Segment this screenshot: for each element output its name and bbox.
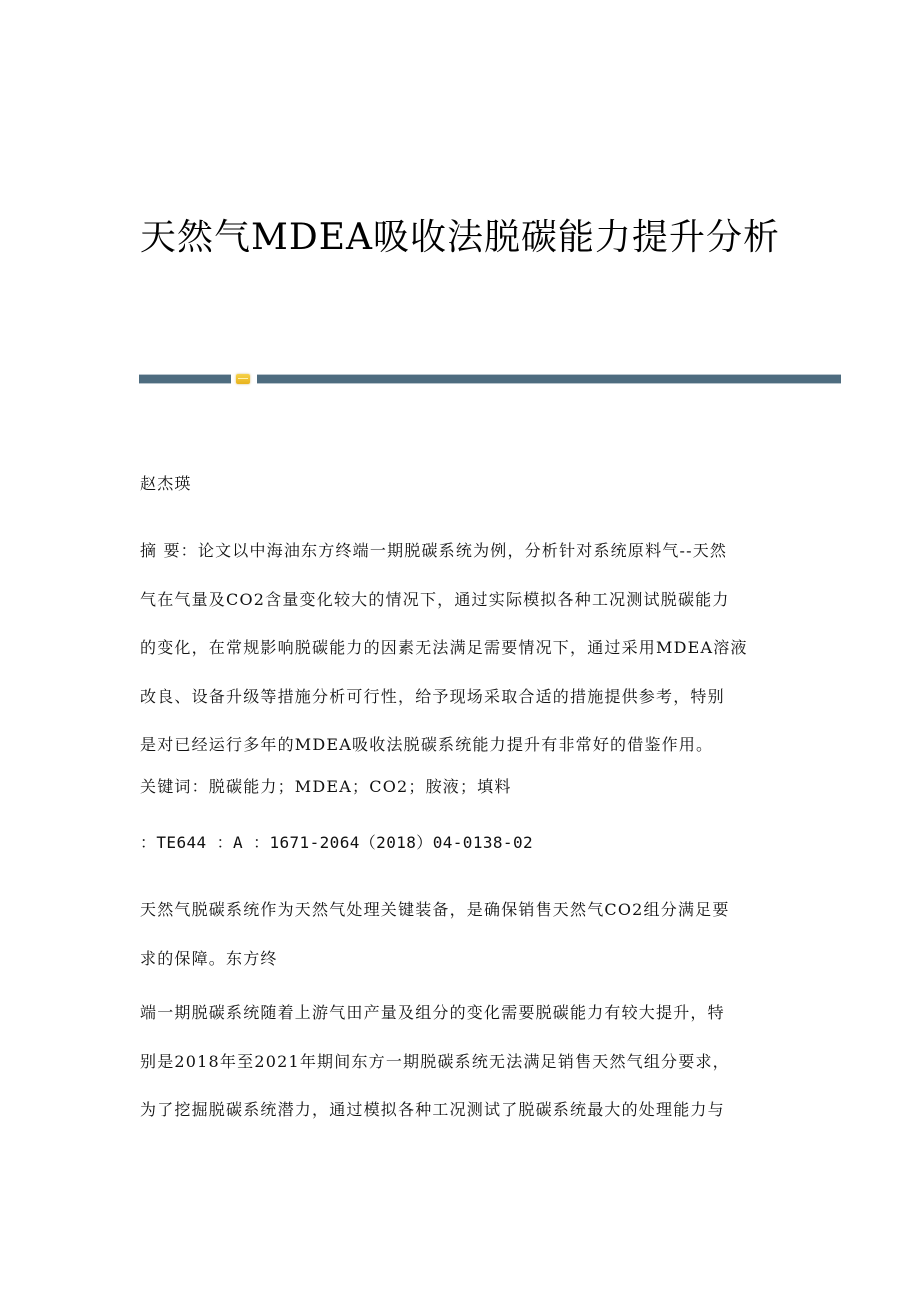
abstract-line: 改良、设备升级等措施分析可行性，给予现场采取合适的措施提供参考，特别 [140, 686, 725, 706]
abstract-line: 气在气量及CO2含量变化较大的情况下，通过实际模拟各种工况测试脱碳能力 [140, 589, 730, 609]
paragraph-line: 求的保障。东方终 [140, 948, 278, 968]
paragraph-line: 为了挖掘脱碳系统潜力，通过模拟各种工况测试了脱碳系统最大的处理能力与 [140, 1100, 725, 1119]
keywords: 关键词：脱碳能力；MDEA；CO2；胺液；填料 [140, 777, 512, 796]
divider-bar-left [139, 375, 231, 383]
abstract [140, 527, 780, 770]
divider-bar-right [257, 375, 841, 383]
paragraph-line: 天然气脱碳系统作为天然气处理关键装备，是确保销售天然气CO2组分满足要 [140, 900, 730, 919]
divider-ornament-icon [236, 374, 250, 384]
abstract-line: 摘 要：论文以中海油东方终端一期脱碳系统为例，分析针对系统原料气--天然 [140, 541, 728, 560]
author-name: 赵杰瑛 [140, 474, 192, 493]
body-paragraph [140, 886, 780, 983]
paragraph-line: 别是2018年至2021年期间东方一期脱碳系统无法满足销售天然气组分要求， [140, 1051, 730, 1071]
classification-info: ：TE644 ：A ：1671-2064（2018）04-0138-02 [140, 833, 534, 852]
page-title: 天然气MDEA吸收法脱碳能力提升分析 [139, 217, 780, 259]
paragraph-line: 端一期脱碳系统随着上游气田产量及组分的变化需要脱碳能力有较大提升，特 [140, 1003, 725, 1022]
body-paragraph [140, 989, 780, 1135]
title-divider [139, 374, 841, 384]
abstract-line: 的变化，在常规影响脱碳能力的因素无法满足需要情况下，通过采用MDEA溶液 [140, 638, 748, 657]
abstract-line: 是对已经运行多年的MDEA吸收法脱碳系统能力提升有非常好的借鉴作用。 [140, 735, 714, 754]
